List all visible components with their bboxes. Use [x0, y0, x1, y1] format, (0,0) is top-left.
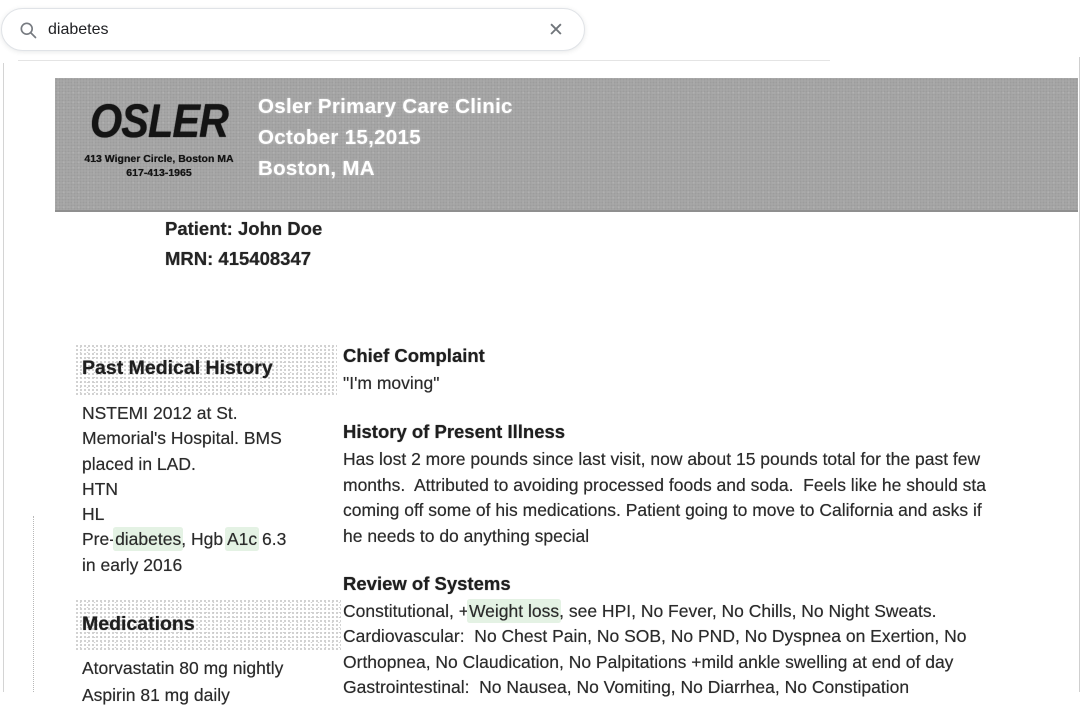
- page-right-edge: [1079, 57, 1080, 692]
- hpi-heading: History of Present Illness: [343, 421, 565, 443]
- text-segment: coming off some of his medications. Patient going to move to California and asks if: [343, 500, 982, 520]
- patient-block: [165, 214, 322, 273]
- text-segment: , see HPI, No Fever, No Chills, No Night Sweats.: [559, 601, 936, 621]
- doc-line: [343, 498, 1089, 524]
- doc-line: [82, 553, 286, 578]
- text-segment: Cardiovascular: No Chest Pain, No SOB, No PND, No Dyspnea on Exertion, No: [343, 626, 966, 646]
- doc-line: [343, 371, 439, 396]
- doc-line: [82, 502, 286, 527]
- medications-heading: Medications: [82, 613, 195, 635]
- doc-line: [82, 452, 286, 477]
- clinic-location: Boston, MA: [258, 153, 513, 184]
- past-medical-history-section: [75, 344, 337, 397]
- text-segment: NSTEMI 2012 at St.: [82, 403, 238, 423]
- doc-line: [343, 599, 1089, 624]
- clinic-name: Osler Primary Care Clinic: [258, 91, 513, 122]
- clinic-phone: 617-413-1965: [69, 166, 249, 180]
- doc-line: [82, 477, 286, 502]
- search-highlight: A1c: [227, 529, 257, 549]
- text-segment: placed in LAD.: [82, 454, 196, 474]
- chief-complaint-text: [343, 371, 439, 396]
- doc-line: [343, 524, 1089, 550]
- page-top-edge: [18, 60, 830, 61]
- past-medical-history-text: [82, 401, 286, 578]
- doc-line: [343, 447, 1089, 473]
- doc-line: [82, 655, 283, 682]
- doc-line: [82, 527, 286, 552]
- search-bar: [1, 8, 585, 51]
- scan-artifact-line: [33, 516, 34, 692]
- text-segment: 6.3: [257, 529, 286, 549]
- search-icon: [18, 20, 38, 40]
- text-segment: he needs to do anything special: [343, 526, 589, 546]
- search-highlight: Weight loss: [469, 601, 559, 621]
- text-segment: Gastrointestinal: No Nausea, No Vomiting, No Diarrhea, No Constipation: [343, 677, 909, 697]
- doc-line: [343, 624, 1089, 649]
- page-left-edge: [3, 63, 4, 692]
- doc-line: [343, 473, 1089, 499]
- text-segment: Has lost 2 more pounds since last visit, now about 15 pounds total for the past few: [343, 449, 980, 469]
- text-segment: "I'm moving": [343, 373, 439, 393]
- text-segment: Constitutional, +: [343, 601, 469, 621]
- patient-mrn: MRN: 415408347: [165, 244, 322, 274]
- medications-text: [82, 655, 283, 708]
- medications-section: [75, 599, 341, 652]
- doc-line: [82, 401, 286, 426]
- past-medical-history-heading: Past Medical History: [82, 357, 273, 379]
- visit-date: October 15,2015: [258, 122, 513, 153]
- letterhead-info: [258, 91, 513, 184]
- text-segment: Orthopnea, No Claudication, No Palpitations +mild ankle swelling at end of day: [343, 652, 953, 672]
- text-segment: HL: [82, 504, 104, 524]
- text-segment: months. Attributed to avoiding processed foods and soda. Feels like he should sta: [343, 475, 986, 495]
- review-of-systems-heading: Review of Systems: [343, 573, 511, 595]
- text-segment: , Hgb: [181, 529, 227, 549]
- text-segment: Pre-: [82, 529, 115, 549]
- search-highlight: diabetes: [115, 529, 181, 549]
- text-segment: Memorial's Hospital. BMS: [82, 428, 282, 448]
- text-segment: in early 2016: [82, 555, 182, 575]
- clinic-logo-text: OSLER: [80, 98, 238, 144]
- text-segment: Atorvastatin 80 mg nightly: [82, 658, 283, 678]
- clinic-address: 413 Wigner Circle, Boston MA: [69, 152, 249, 166]
- clear-search-icon[interactable]: ✕: [542, 16, 570, 44]
- chief-complaint-heading: Chief Complaint: [343, 345, 485, 367]
- review-of-systems-text: [343, 599, 1089, 700]
- doc-line: [343, 650, 1089, 675]
- text-segment: Aspirin 81 mg daily: [82, 685, 230, 705]
- hpi-text: [343, 447, 1089, 550]
- doc-line: [82, 426, 286, 451]
- patient-name: Patient: John Doe: [165, 214, 322, 244]
- letterhead-banner: [55, 78, 1078, 212]
- doc-line: [82, 682, 283, 708]
- clinic-logo: [69, 98, 249, 180]
- search-input[interactable]: [48, 21, 542, 39]
- text-segment: HTN: [82, 479, 118, 499]
- doc-line: [343, 675, 1089, 700]
